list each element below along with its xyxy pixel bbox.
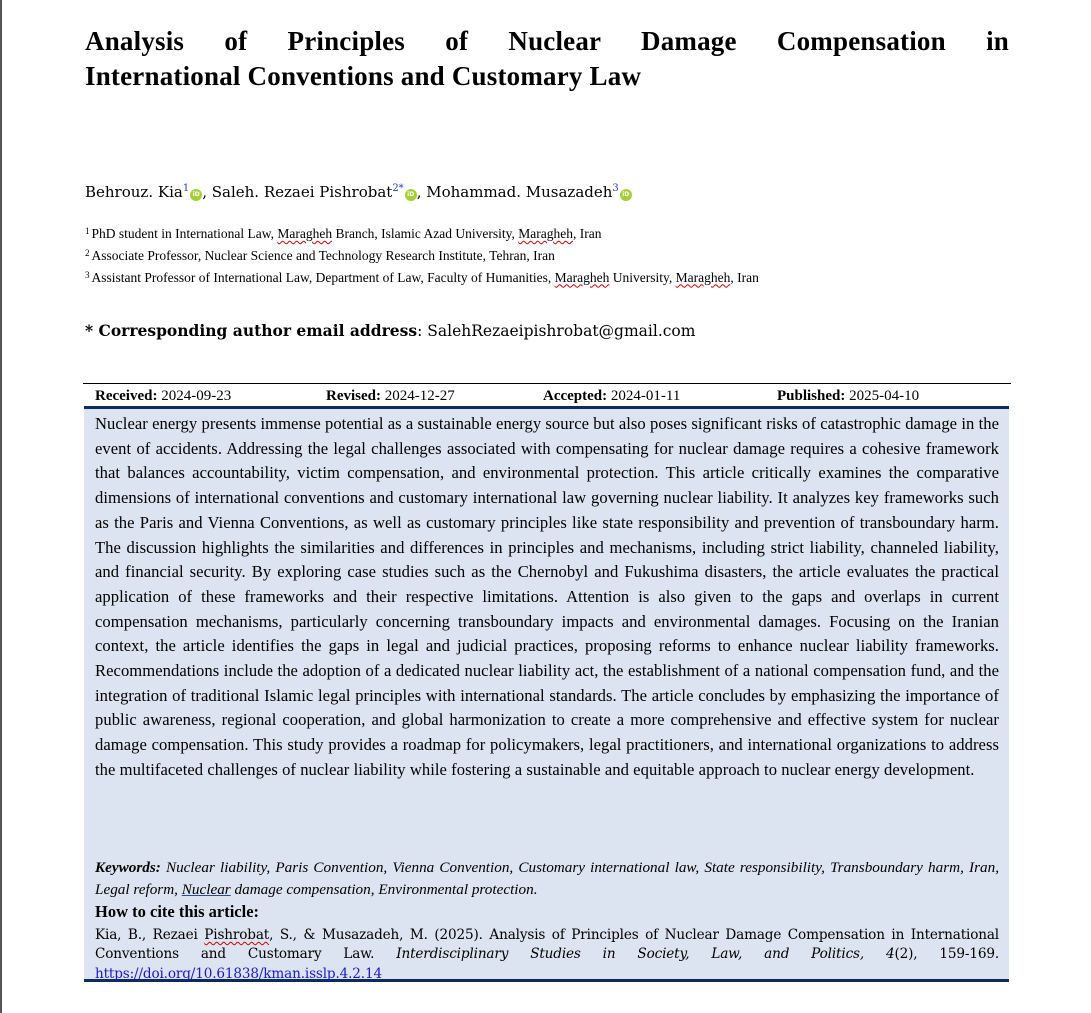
spellcheck-word: Pishrobat (204, 927, 270, 943)
affiliation-number: 3 (85, 269, 90, 280)
published-value: 2025-04-10 (849, 388, 920, 404)
page-left-edge (0, 0, 2, 1013)
affiliation-text: University, (609, 269, 676, 285)
corresponding-author (85, 321, 695, 341)
author-separator: , (416, 183, 427, 201)
keywords-list-end: damage compensation, Environmental protection. (230, 880, 538, 898)
affiliation-3 (85, 266, 759, 288)
received-date (95, 386, 231, 406)
spellcheck-word: Maragheh (675, 269, 731, 285)
abstract-text: Nuclear energy presents immense potential as a sustainable energy source but also poses significant risks of catastrophic damage in the event of accidents. Addressing the legal challenges associated with compensating for nuclear damage requires a cohesive framework that balances accountability, victim compensation, and environmental protection. This article critically examines the comparative dimensions of international conventions and customary international law governing nuclear liability. It analyzes key frameworks such as the Paris and Vienna Conventions, as well as customary principles like state responsibility and prevention of transboundary harm. The discussion highlights the similarities and differences in principles and mechanisms, including strict liability, channeled liability, and financial security. By exploring case studies such as the Chernobyl and Fukushima disasters, the article evaluates the practical application of these frameworks and their respective limitations. Attention is also given to the gaps and overlaps in current compensation mechanisms, particularly concerning transboundary impacts and environmental damages. Focusing on the Iranian context, the article identifies the gaps in legal and judicial practices, proposing reforms to enhance nuclear liability frameworks. Recommendations include the adoption of a dedicated nuclear liability act, the establishment of a national compensation fund, and the integration of traditional Islamic legal principles with international standards. The article concludes by emphasizing the importance of public awareness, regional cooperation, and global harmonization to create a more comprehensive and effective system for nuclear damage compensation. This study provides a roadmap for policymakers, legal practitioners, and international organizations to address the multifaceted challenges of nuclear liability while fostering a sustainable and equitable approach to nuclear energy development. (95, 414, 999, 779)
received-label: Received: (95, 388, 158, 404)
keywords-underlined-word: Nuclear (181, 880, 231, 898)
keywords-list: Nuclear liability, Paris Convention, Vienna Convention, Customary international law, State responsibility, Transboundary harm, Iran, Legal reform, (95, 859, 999, 898)
citation-part: Kia, B., Rezaei (95, 927, 205, 943)
affiliation-number: 1 (85, 226, 90, 236)
affiliation-text: Assistant Professor of International Law, Department of Law, Faculty of Humanities, (91, 269, 555, 285)
accepted-value: 2024-01-11 (610, 388, 681, 404)
citation-text (95, 926, 999, 984)
author-name: Mohammad. Musazadeh (426, 183, 613, 201)
citation-volume: 4 (885, 946, 895, 963)
revised-value: 2024-12-27 (384, 388, 455, 404)
author-list (85, 179, 632, 202)
affiliation-number: 2 (85, 247, 90, 258)
orcid-icon[interactable]: iD (620, 189, 632, 201)
dates-top-rule (83, 383, 1011, 384)
published-date (777, 386, 919, 406)
affiliation-text: , Iran (573, 226, 602, 241)
citation-journal: Interdisciplinary Studies in Society, Law, and Politics, (396, 946, 865, 963)
affiliation-text: Associate Professor, Nuclear Science and Technology Research Institute, Tehran, Iran (91, 247, 555, 263)
spellcheck-word: Maragheh (518, 226, 574, 241)
accepted-date (543, 386, 680, 406)
author-name: Behrouz. Kia (85, 183, 183, 201)
cite-heading: How to cite this article: (95, 902, 260, 921)
spellcheck-word: Maragheh (277, 226, 333, 241)
spellcheck-word: Maragheh (554, 269, 610, 285)
corresponding-colon: : (417, 322, 428, 340)
accepted-label: Accepted: (543, 388, 608, 404)
revised-date (326, 386, 455, 406)
title-line-2: International Conventions and Customary Law (85, 61, 642, 91)
affiliation-text: , Iran (730, 269, 759, 285)
affiliations (85, 222, 759, 287)
published-label: Published: (777, 388, 846, 404)
affiliation-2 (85, 244, 759, 266)
corresponding-label: * Corresponding author email address (85, 321, 418, 340)
title-line-1: Analysis of Principles of Nuclear Damage Compensation in (85, 26, 1009, 56)
corresponding-email[interactable]: SalehRezaeipishrobat@gmail.com (427, 322, 696, 340)
keywords-label: Keywords: (95, 859, 161, 876)
received-value: 2024-09-23 (161, 388, 232, 404)
affiliation-text: PhD student in International Law, (91, 226, 278, 241)
orcid-icon[interactable]: iD (405, 189, 417, 201)
revised-label: Revised: (326, 388, 381, 404)
article-title (85, 24, 1009, 94)
citation-issue-pages: (2), 159-169. (894, 946, 1000, 963)
citation-part: , S., & Musazadeh, M. (2025). Analysis of Principles of Nuclear Damage Compensation in International Conventions and Customary Law. (95, 927, 1000, 963)
doi-link[interactable]: https://doi.org/10.61838/kman.isslp.4.2.14 (95, 965, 382, 982)
citation-space (864, 946, 886, 962)
affiliation-text: Branch, Islamic Azad University, (332, 226, 519, 241)
article-dates (95, 386, 995, 406)
author-name: Saleh. Rezaei Pishrobat (211, 183, 393, 201)
author-superscript: 3 (612, 183, 619, 194)
keywords (95, 857, 999, 900)
orcid-icon[interactable]: iD (190, 189, 202, 201)
affiliation-1 (85, 222, 759, 244)
author-separator: , (202, 183, 212, 201)
author-superscript: 2* (392, 183, 404, 194)
author-superscript: 1 (182, 183, 190, 194)
